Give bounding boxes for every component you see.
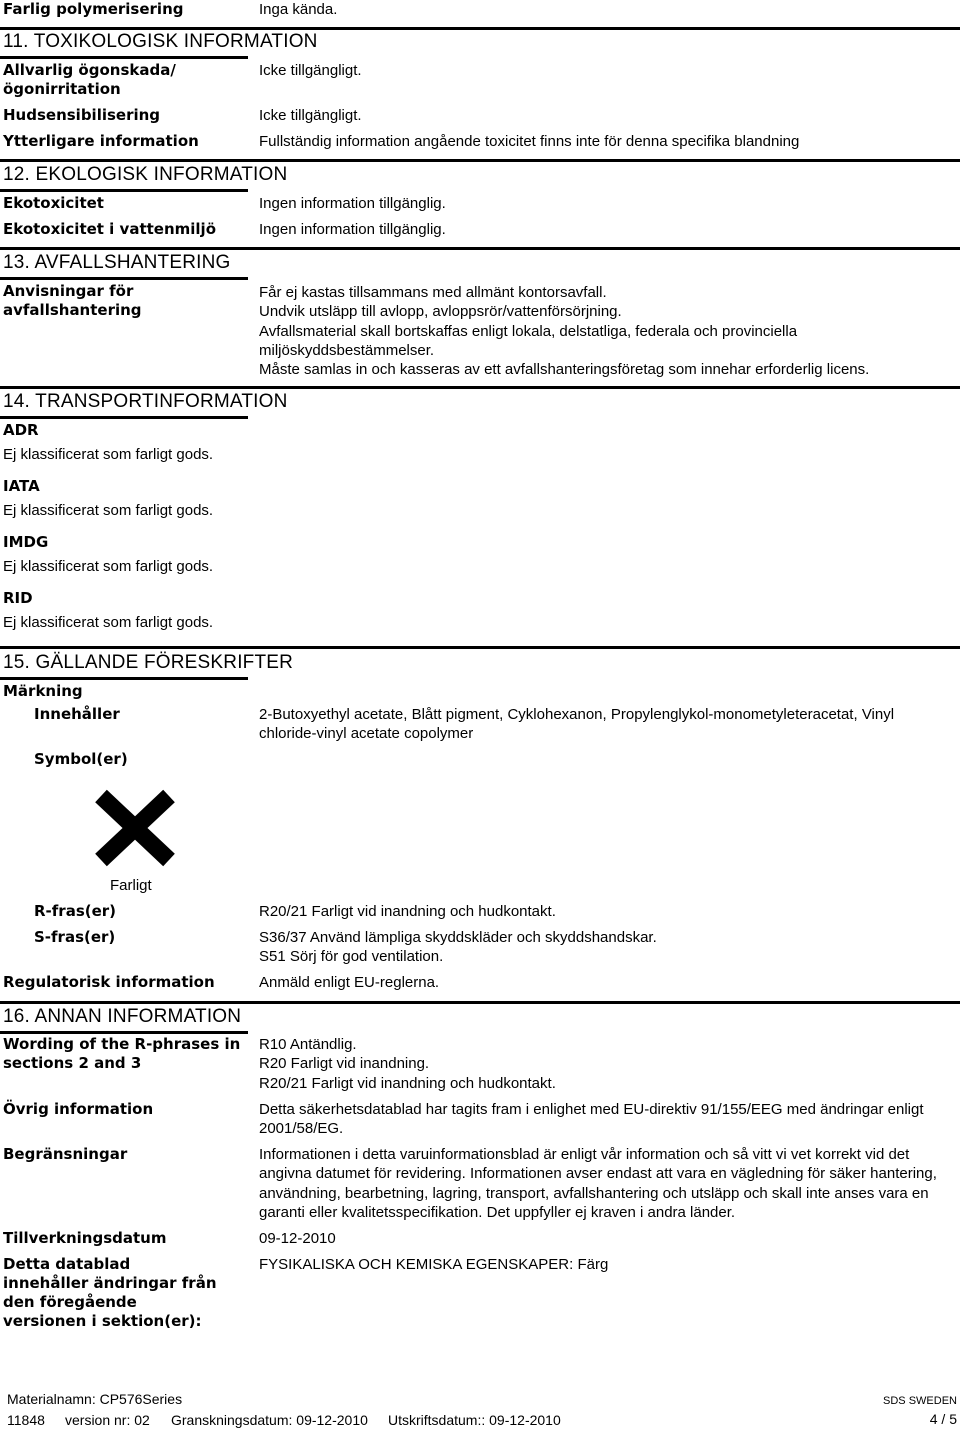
hazardous-polymerization-label: Farlig polymerisering: [3, 0, 184, 18]
contains-label: Innehåller: [34, 705, 120, 723]
additional-info-label: Ytterligare information: [3, 132, 199, 150]
limitations-label: Begränsningar: [3, 1145, 128, 1163]
disposal-line: Får ej kastas tillsammans med allmänt kontorsavfall.: [259, 284, 607, 301]
section-13-divider: [0, 247, 960, 250]
disposal-instructions-block: [259, 283, 949, 379]
aquatic-ecotoxicity-label: Ekotoxicitet i vattenmiljö: [3, 220, 217, 238]
disposal-line: Avfallsmaterial skall bortskaffas enligt lokala, delstatliga, federala och provinciella miljöskyddsbestämmelser.: [259, 322, 798, 359]
r-phrases-wording-block: [259, 1035, 949, 1093]
harmful-x-cross-icon: [93, 788, 177, 868]
disposal-line: Måste samlas in och kasseras av ett avfallshanteringsföretag som innehar erforderlig licens.: [259, 361, 870, 379]
r-phrases-wording-label: Wording of the R-phrases in sections 2 and 3: [3, 1035, 241, 1072]
section-12-title: 12. EKOLOGISK INFORMATION: [3, 164, 288, 185]
section-16-title: 16. ANNAN INFORMATION: [3, 1006, 242, 1027]
section-16-title-underline: [0, 1031, 248, 1034]
adr-value: Ej klassificerat som farligt gods.: [3, 446, 214, 463]
additional-info-value: Fullständig information angående toxicitet finns inte för denna specifika blandning: [259, 133, 800, 150]
section-14-divider: [0, 386, 960, 389]
section-11-divider: [0, 27, 960, 30]
r-phrase-wording-line: R20 Farligt vid inandning.: [259, 1055, 430, 1073]
changes-value: FYSIKALISKA OCH KEMISKA EGENSKAPER: Färg: [259, 1256, 609, 1273]
hazardous-polymerization-value: Inga kända.: [259, 1, 338, 18]
r-phrases-value: R20/21 Farligt vid inandning och hudkontakt.: [259, 903, 556, 920]
r-phrase-wording-line: R20/21 Farligt vid inandning och hudkontakt.: [259, 1074, 556, 1092]
footer-print-date: Utskriftsdatum:: 09-12-2010: [388, 1412, 561, 1428]
disposal-instructions-label: Anvisningar för avfallshantering: [3, 282, 142, 319]
footer-material-name: Materialnamn: CP576Series: [7, 1391, 183, 1407]
imdg-value: Ej klassificerat som farligt gods.: [3, 558, 214, 575]
harmful-x-cross-icon-svg: [93, 788, 177, 868]
section-12-title-underline: [0, 189, 248, 192]
section-13-title: 13. AVFALLSHANTERING: [3, 252, 231, 273]
aquatic-ecotoxicity-value: Ingen information tillgänglig.: [259, 221, 446, 238]
section-15-title: 15. GÄLLANDE FÖRESKRIFTER: [3, 652, 294, 673]
footer-version: version nr: 02: [65, 1412, 150, 1428]
symbols-label: Symbol(er): [34, 750, 128, 768]
section-13-title-underline: [0, 277, 248, 280]
footer-page-number: 4 / 5: [929, 1411, 957, 1427]
marking-label: Märkning: [3, 682, 83, 700]
section-14-title: 14. TRANSPORTINFORMATION: [3, 391, 288, 412]
section-15-title-underline: [0, 677, 248, 680]
eye-irritation-label: Allvarlig ögonskada/ögonirritation: [3, 61, 176, 98]
s-phrases-block: [259, 928, 949, 967]
section-15-divider: [0, 646, 960, 649]
imdg-label: IMDG: [3, 533, 49, 551]
footer-sds-region: SDS SWEDEN: [883, 1395, 957, 1407]
ecotoxicity-value: Ingen information tillgänglig.: [259, 195, 446, 212]
regulatory-info-label: Regulatorisk information: [3, 973, 215, 991]
r-phrases-label: R-fras(er): [34, 902, 117, 920]
changes-label: Detta datablad innehåller ändringar från den föregående versionen i sektion(er):: [3, 1255, 217, 1330]
symbol-caption: Farligt: [110, 877, 152, 894]
other-info-label: Övrig information: [3, 1100, 154, 1118]
rid-value: Ej klassificerat som farligt gods.: [3, 614, 214, 631]
manufacture-date-value: 09-12-2010: [259, 1230, 336, 1247]
s-phrase-line: S51 Sörj för god ventilation.: [259, 948, 444, 966]
section-16-divider: [0, 1001, 960, 1004]
s-phrase-line: S36/37 Använd lämpliga skyddskläder och skyddshandskar.: [259, 929, 657, 946]
s-phrases-label: S-fras(er): [34, 928, 116, 946]
contains-value: 2-Butoxyethyl acetate, Blått pigment, Cyklohexanon, Propylenglykol-monometyleteracetat, Vinyl chloride-vinyl acetate copolymer: [259, 706, 895, 743]
iata-label: IATA: [3, 477, 40, 495]
regulatory-info-value: Anmäld enligt EU-reglerna.: [259, 974, 440, 991]
other-info-value: Detta säkerhetsdatablad har tagits fram i enlighet med EU-direktiv 91/155/EEG med ändringar enligt 2001/58/EG.: [259, 1101, 924, 1138]
skin-sensitization-value: Icke tillgängligt.: [259, 107, 362, 124]
disposal-line: Undvik utsläpp till avlopp, avloppsrör/vattenförsörjning.: [259, 303, 622, 321]
iata-value: Ej klassificerat som farligt gods.: [3, 502, 214, 519]
r-phrase-wording-line: R10 Antändlig.: [259, 1036, 357, 1053]
footer-document-id: 11848: [7, 1412, 45, 1428]
section-12-divider: [0, 159, 960, 162]
footer-review-date: Granskningsdatum: 09-12-2010: [171, 1412, 368, 1428]
ecotoxicity-label: Ekotoxicitet: [3, 194, 104, 212]
eye-irritation-value: Icke tillgängligt.: [259, 62, 362, 79]
manufacture-date-label: Tillverkningsdatum: [3, 1229, 167, 1247]
limitations-value: Informationen i detta varuinformationsblad är enligt vår information och så vitt vi vet korrekt vid det angivna datumet för revidering. Informationen avser endast att vara en vägledning för säker hantering, användning, bearbetning, lagring, transport, avfallshantering och utsläpp och skall inte anses vara en garanti eller kvalitetsspecifikation. Det uppfyller ej kraven i andra länder.: [259, 1146, 937, 1221]
section-14-title-underline: [0, 416, 248, 419]
section-11-title: 11. TOXIKOLOGISK INFORMATION: [3, 31, 318, 52]
skin-sensitization-label: Hudsensibilisering: [3, 106, 161, 124]
rid-label: RID: [3, 589, 33, 607]
adr-label: ADR: [3, 421, 39, 439]
section-11-title-underline: [0, 56, 248, 59]
